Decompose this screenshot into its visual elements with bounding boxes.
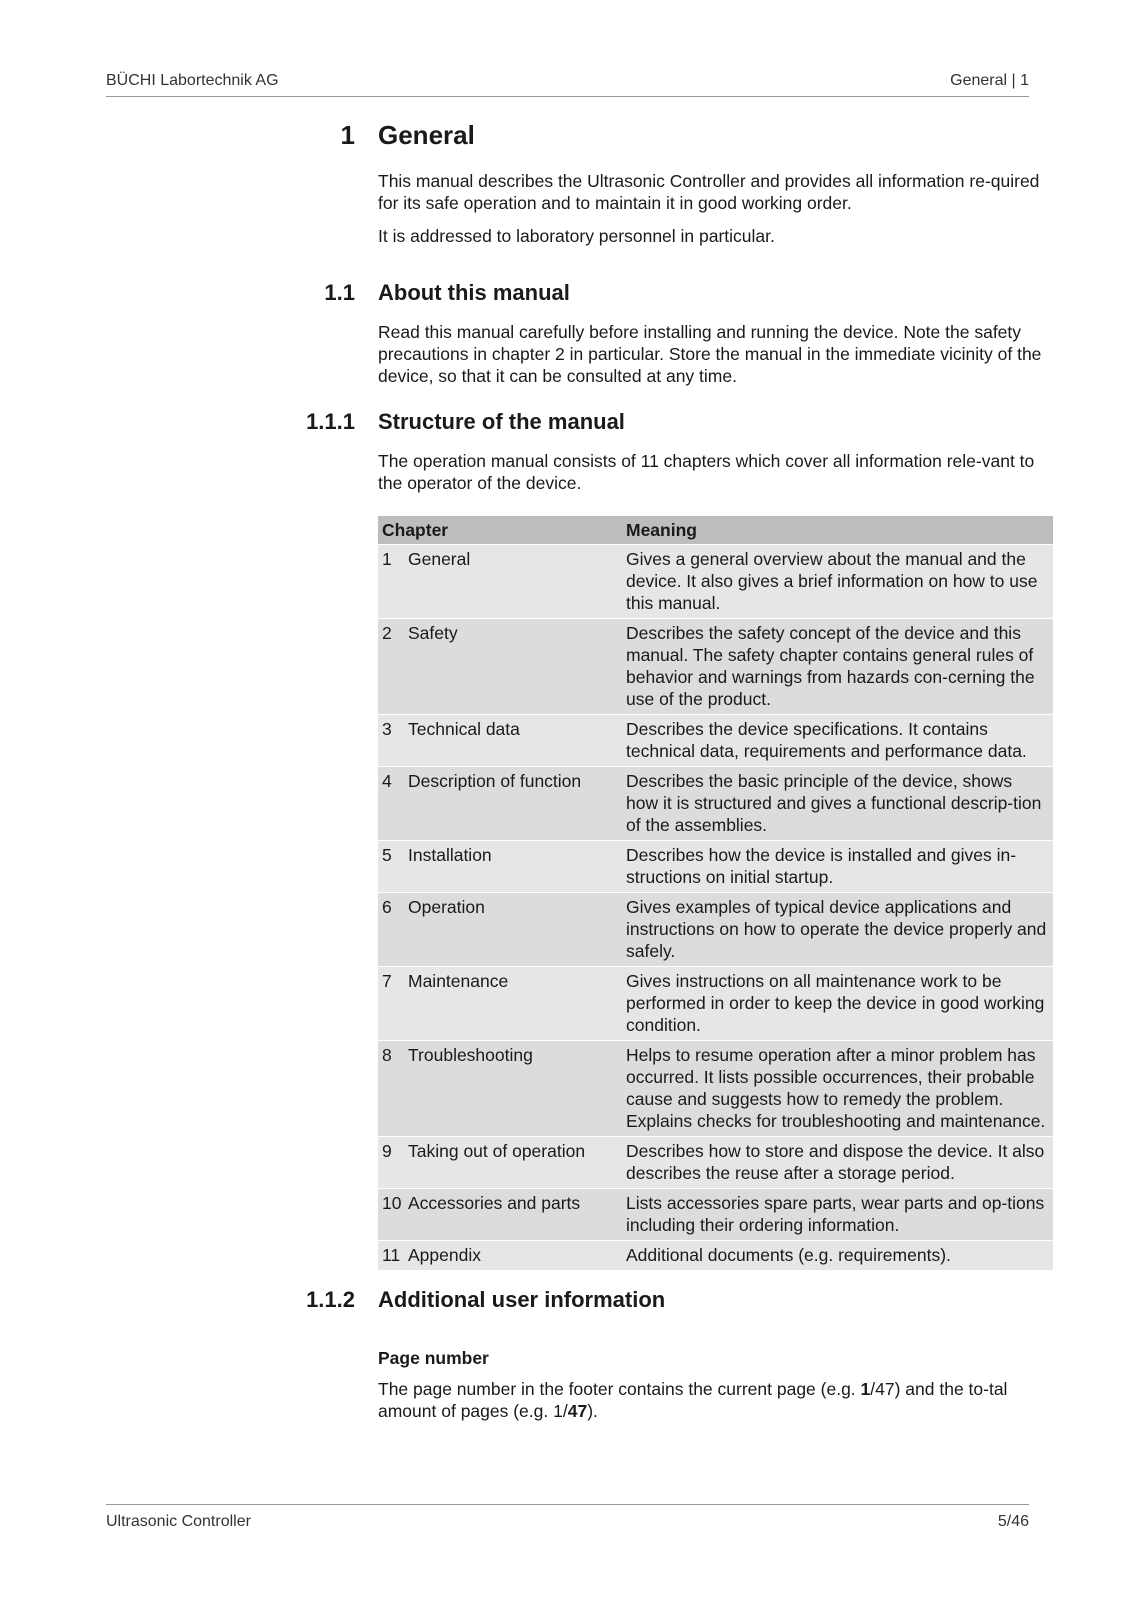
meaning-cell: Describes the device specifications. It contains technical data, requirements and performance data. xyxy=(622,715,1053,767)
meaning-cell: Describes how the device is installed and gives in-structions on initial startup. xyxy=(622,841,1053,893)
header-company: BÜCHI Labortechnik AG xyxy=(106,72,279,89)
meaning-cell: Describes how to store and dispose the device. It also describes the reuse after a storage period. xyxy=(622,1137,1053,1189)
section-title: Structure of the manual xyxy=(378,409,625,434)
chapter-number: 4 xyxy=(382,771,392,791)
section-number: 1.1.2 xyxy=(306,1287,355,1312)
table-row xyxy=(378,715,1053,767)
table-row xyxy=(378,767,1053,841)
chapter-cell xyxy=(378,1241,622,1271)
table-header-row xyxy=(378,516,1053,545)
chapter-cell xyxy=(378,841,622,893)
section-title: General xyxy=(378,120,475,150)
table-row xyxy=(378,967,1053,1041)
section-1-paragraph-1: This manual describes the Ultrasonic Controller and provides all information re-quired for its safe operation and to maintain it in good working order. xyxy=(378,171,1040,213)
table-row xyxy=(378,619,1053,715)
section-1-1-1-paragraph: The operation manual consists of 11 chapters which cover all information rele-vant to the operator of the device. xyxy=(378,451,1035,493)
chapter-number: 11 xyxy=(382,1245,401,1265)
section-title: About this manual xyxy=(378,280,570,305)
meaning-cell: Lists accessories spare parts, wear parts and op-tions including their ordering information. xyxy=(622,1189,1053,1241)
section-1-paragraph-2: It is addressed to laboratory personnel in particular. xyxy=(378,226,775,246)
section-1-1-2-paragraph xyxy=(378,1378,1052,1422)
chapter-cell xyxy=(378,967,622,1041)
section-1-1-paragraph: Read this manual carefully before installing and running the device. Note the safety precautions in chapter 2 in particular. Store the manual in the immediate vicinity of the device, so that it can be consulted at any time. xyxy=(378,322,1042,386)
chapter-cell xyxy=(378,545,622,619)
table-row xyxy=(378,841,1053,893)
chapter-number: 2 xyxy=(382,623,392,643)
chapter-table xyxy=(378,516,1053,1270)
text-run: The page number in the footer contains the current page (e.g. xyxy=(378,1379,861,1399)
chapter-cell xyxy=(378,1189,622,1241)
table-row xyxy=(378,893,1053,967)
section-title: Additional user information xyxy=(378,1287,666,1312)
header-section: General | 1 xyxy=(950,72,1029,89)
footer-product: Ultrasonic Controller xyxy=(106,1513,251,1530)
bold-run: 47 xyxy=(567,1401,588,1421)
chapter-name: Troubleshooting xyxy=(408,1045,533,1065)
chapter-name: Installation xyxy=(408,845,492,865)
table-row xyxy=(378,1137,1053,1189)
chapter-cell xyxy=(378,767,622,841)
chapter-number: 3 xyxy=(382,719,392,739)
chapter-cell xyxy=(378,893,622,967)
section-number: 1.1.1 xyxy=(306,409,355,434)
chapter-name: Description of function xyxy=(408,771,582,791)
chapter-name: Technical data xyxy=(408,719,520,739)
chapter-name: Maintenance xyxy=(408,971,509,991)
meaning-cell: Gives instructions on all maintenance work to be performed in order to keep the device in good working condition. xyxy=(622,967,1053,1041)
footer-page-number: 5/46 xyxy=(997,1513,1029,1530)
table-row xyxy=(378,1241,1053,1271)
chapter-number: 1 xyxy=(382,549,392,569)
chapter-number: 6 xyxy=(382,897,392,917)
meaning-cell: Gives a general overview about the manual and the device. It also gives a brief information on how to use this manual. xyxy=(622,545,1053,619)
table-row xyxy=(378,1041,1053,1137)
chapter-name: Safety xyxy=(408,623,458,643)
meaning-cell: Helps to resume operation after a minor problem has occurred. It lists possible occurrences, their probable cause and suggests how to remedy the problem. Explains checks for troubleshooting and maintenance. xyxy=(622,1041,1053,1137)
page-header xyxy=(106,70,1029,97)
table-row xyxy=(378,545,1053,619)
text-run: /47) and the to-tal amount of pages (e.g. 1/ xyxy=(378,1379,1008,1421)
chapter-number: 9 xyxy=(382,1141,392,1161)
chapter-name: Operation xyxy=(408,897,485,917)
chapter-number: 5 xyxy=(382,845,392,865)
section-number: 1.1 xyxy=(324,280,355,305)
bold-run: 1 xyxy=(860,1379,871,1399)
page-number-subheading: Page number xyxy=(378,1348,489,1368)
chapter-name: Taking out of operation xyxy=(408,1141,586,1161)
chapter-cell xyxy=(378,619,622,715)
page-footer xyxy=(106,1504,1029,1530)
chapter-number: 8 xyxy=(382,1045,392,1065)
chapter-number: 10 xyxy=(382,1193,402,1213)
column-header-chapter: Chapter xyxy=(378,516,622,545)
meaning-cell: Describes the safety concept of the device and this manual. The safety chapter contains general rules of behavior and warnings from hazards con-cerning the use of the product. xyxy=(622,619,1053,715)
meaning-cell: Gives examples of typical device applications and instructions on how to operate the device properly and safely. xyxy=(622,893,1053,967)
chapter-cell xyxy=(378,1041,622,1137)
column-header-meaning: Meaning xyxy=(622,516,1053,545)
section-number: 1 xyxy=(340,120,355,150)
meaning-cell: Describes the basic principle of the device, shows how it is structured and gives a functional descrip-tion of the assemblies. xyxy=(622,767,1053,841)
table-row xyxy=(378,1189,1053,1241)
meaning-cell: Additional documents (e.g. requirements). xyxy=(622,1241,1053,1271)
chapter-cell xyxy=(378,1137,622,1189)
chapter-name: General xyxy=(408,549,471,569)
chapter-cell xyxy=(378,715,622,767)
chapter-name: Appendix xyxy=(408,1245,481,1265)
chapter-name: Accessories and parts xyxy=(408,1193,581,1213)
text-run: ). xyxy=(587,1401,598,1421)
chapter-number: 7 xyxy=(382,971,392,991)
